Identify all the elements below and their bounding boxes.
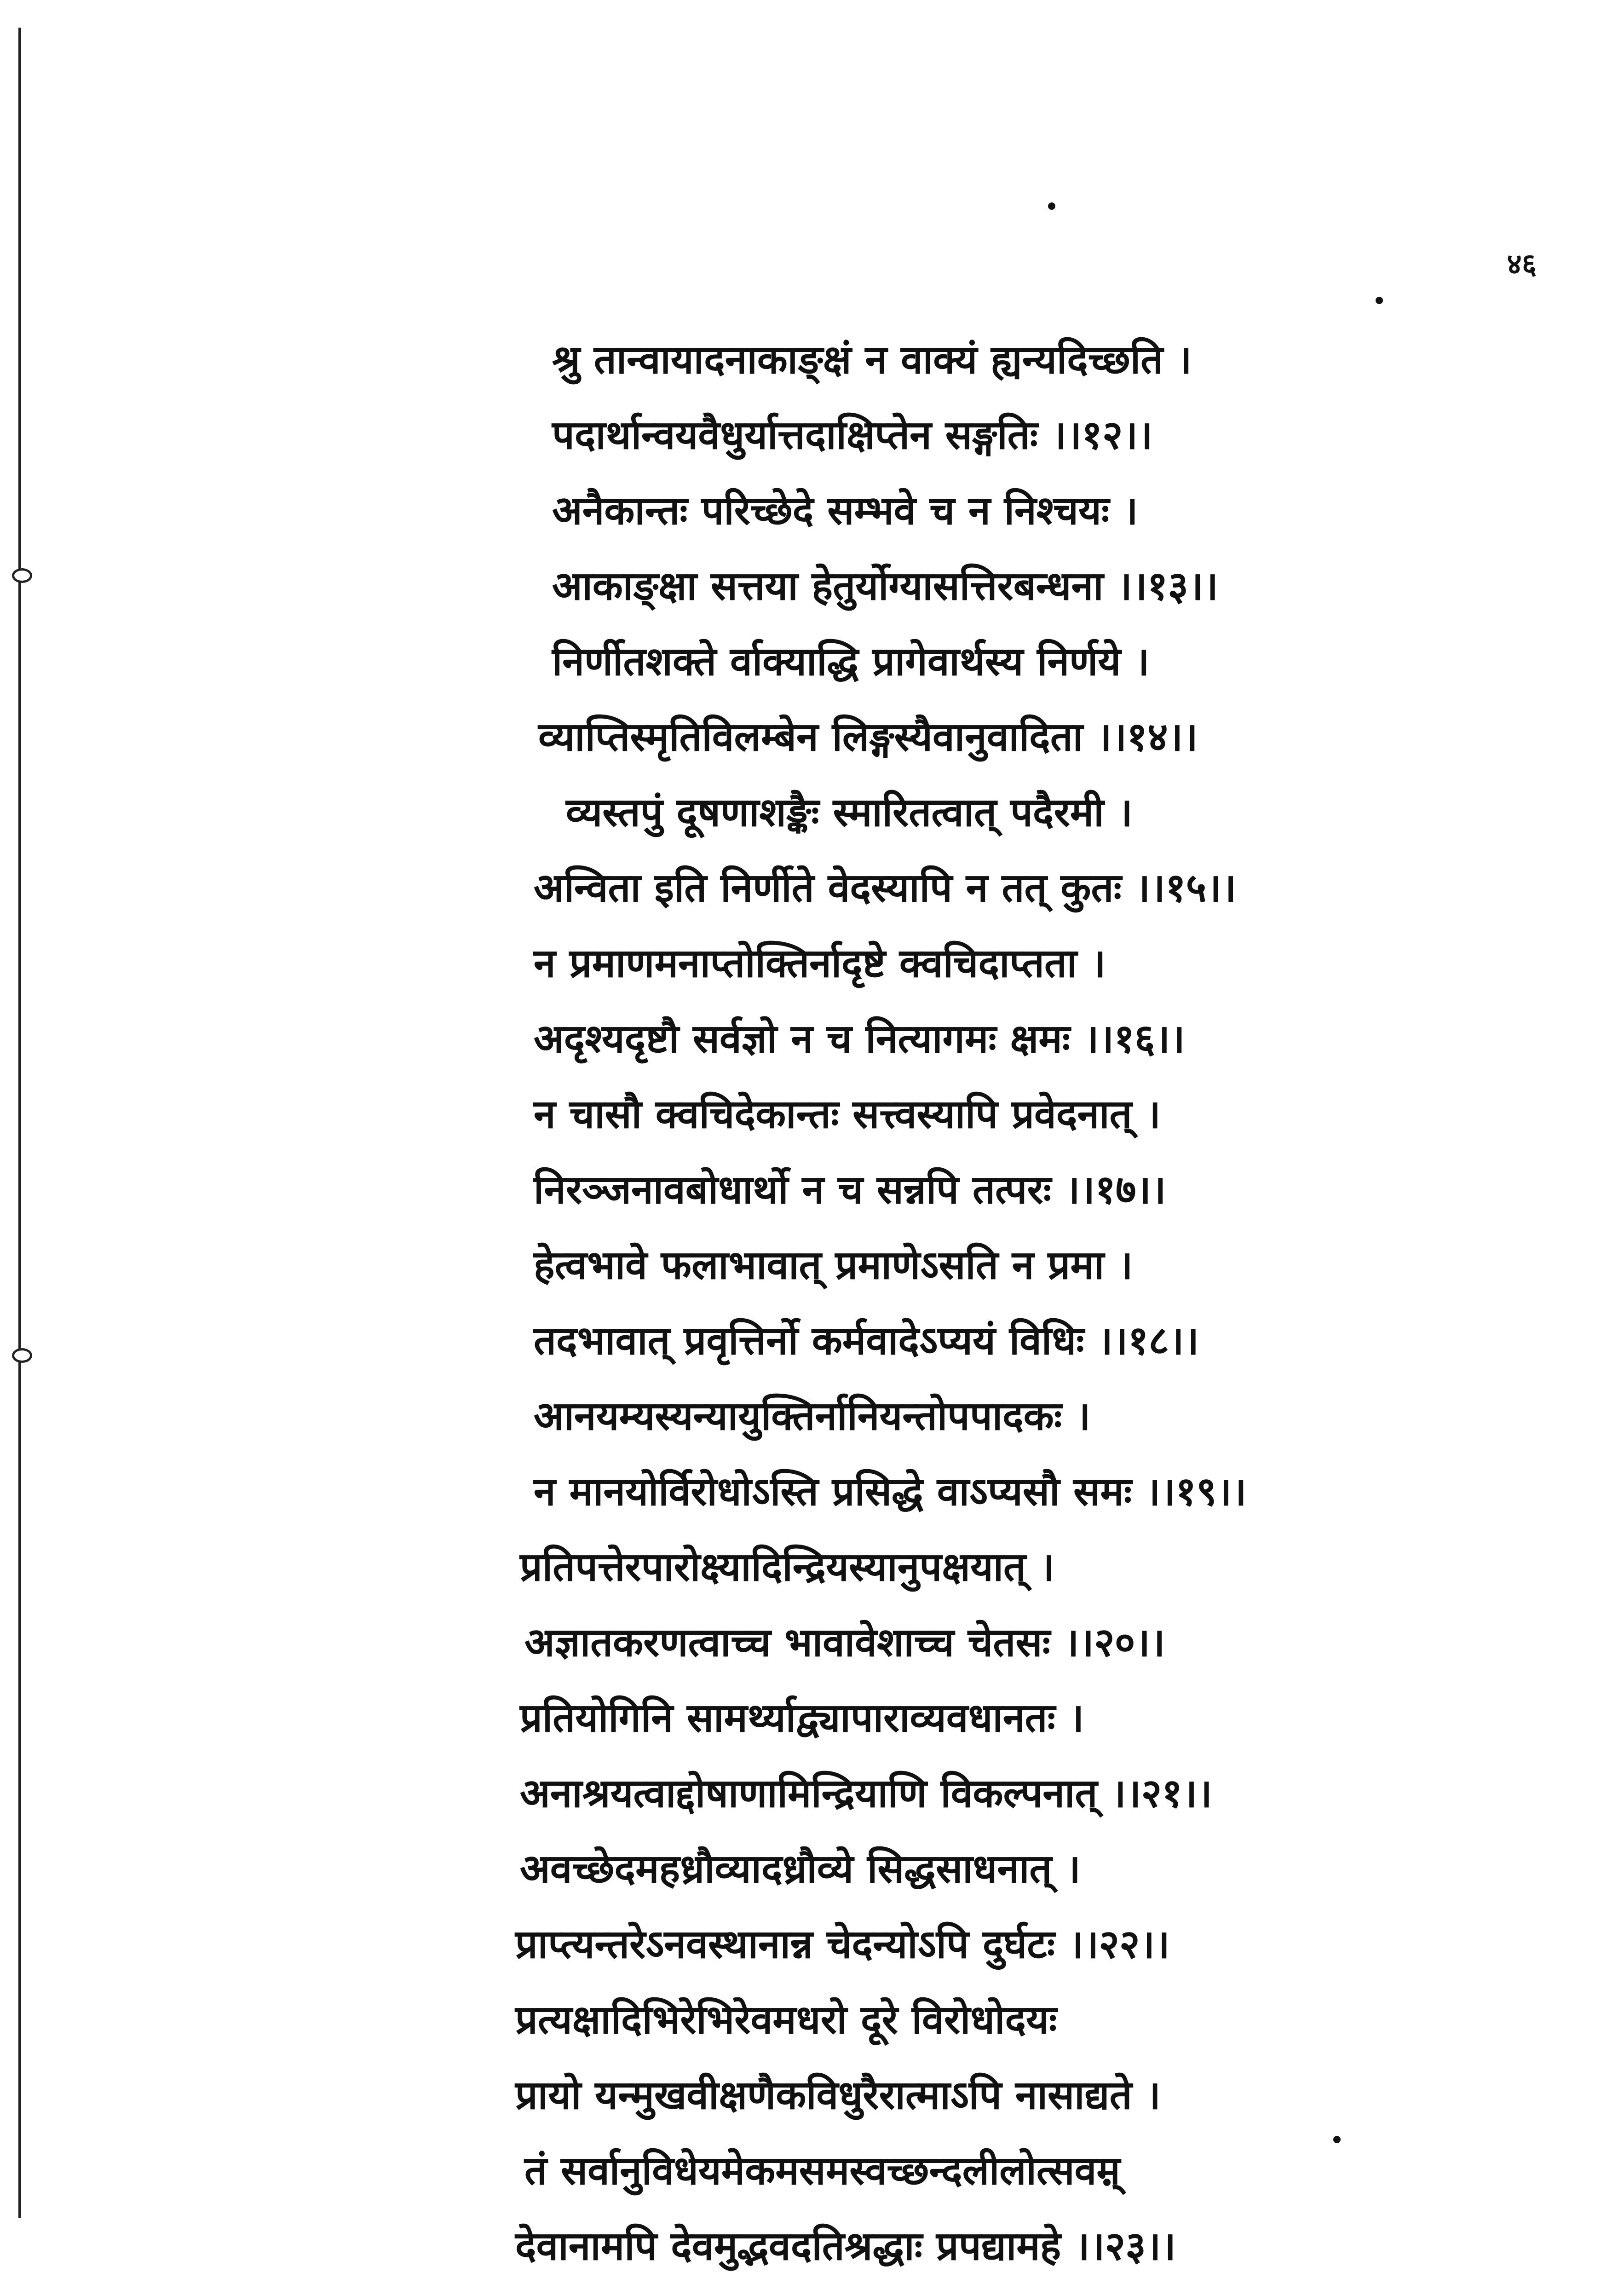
verse-line: व्यस्तपुं दूषणाशङ्कैः स्मारितत्वात् पदैरमी ।: [566, 789, 1133, 836]
verse-line: अनाश्रयत्वाद्दोषाणामिन्द्रियाणि विकल्पनात् ।।२१।।: [520, 1770, 1213, 1817]
verse-line: तं सर्वानुविधेयमेकमसमस्वच्छन्दलीलोत्सवम्: [524, 2147, 1120, 2194]
verse-line: निर्णीतशक्ते र्वाक्याद्धि प्रागेवार्थस्य निर्णये ।: [552, 638, 1150, 685]
verse-line: अवच्छेदमहध्रौव्यादध्रौव्ये सिद्धसाधनात् ।: [520, 1846, 1081, 1892]
verse-line: तदभावात् प्रवृत्तिर्नो कर्मवादेऽप्ययं विधिः ।।१८।।: [534, 1317, 1199, 1364]
verse-line: प्रत्यक्षादिभिरेभिरेवमधरो दूरे विरोधोदयः: [515, 1996, 1057, 2043]
verse-line: आनयम्यस्यन्यायुक्तिर्नानियन्तोपपादकः ।: [534, 1393, 1091, 1439]
binding-edge: [18, 28, 21, 2218]
verse-line: प्रायो यन्मुखवीक्षणैकविधुरैरात्माऽपि नासाद्यते ।: [515, 2072, 1161, 2118]
verse-line: प्राप्त्यन्तरेऽनवस्थानान्न चेदन्योऽपि दुर्घटः ।।२२।।: [515, 1921, 1170, 1967]
verse-line: आकाङ्क्षा सत्तया हेतुर्योग्यासत्तिरबन्धना ।।१३।।: [552, 563, 1219, 609]
verse-line: न प्रमाणमनाप्तोक्तिर्नादृष्टे क्वचिदाप्तता ।: [534, 940, 1106, 986]
ink-speck: [1376, 297, 1383, 304]
ink-speck: [1048, 202, 1055, 210]
verse-line: न मानयोर्विरोधोऽस्ति प्रसिद्धे वाऽप्यसौ समः ।।१९।।: [534, 1468, 1247, 1515]
verse-line: व्याप्तिस्मृतिविलम्बेन लिङ्गस्यैवानुवादिता ।।१४।।: [538, 714, 1198, 760]
verse-line: न चासौ क्वचिदेकान्तः सत्त्वस्यापि प्रवेदनात् ।: [534, 1091, 1161, 1137]
verse-line: देवानामपि देवमुद्भवदतिश्रद्धाः प्रपद्यामहे ।।२३।।: [515, 2223, 1176, 2269]
verse-line: निरञ्जनावबोधार्थो न च सन्नपि तत्परः ।।१७।।: [534, 1166, 1166, 1213]
page-number: ४६: [1507, 247, 1537, 281]
verse-line: अन्विता इति निर्णीते वेदस्यापि न तत् कुतः ।।१५।।: [534, 865, 1237, 911]
binding-knob-upper: [12, 568, 32, 583]
verse-text-block: [515, 322, 1435, 2284]
binding-knob-lower: [12, 1348, 32, 1363]
verse-line: अदृश्यदृष्टौ सर्वज्ञो न च नित्यागमः क्षमः ।।१६।।: [534, 1015, 1185, 1062]
verse-line: श्रु तान्वायादनाकाङ्क्षं न वाक्यं ह्यन्यदिच्छति ।: [552, 336, 1192, 383]
verse-line: अज्ञातकरणत्वाच्च भावावेशाच्च चेतसः ।।२०।।: [524, 1619, 1165, 1666]
verse-line: प्रतियोगिनि सामर्थ्याद्व्यापाराव्यवधानतः ।: [520, 1695, 1084, 1741]
verse-line: हेत्वभावे फलाभावात् प्रमाणेऽसति न प्रमा ।: [534, 1242, 1133, 1288]
verse-line: अनैकान्तः परिच्छेदे सम्भवे च न निश्चयः ।: [552, 487, 1138, 534]
verse-line: प्रतिपत्तेरपारोक्ष्यादिन्द्रियस्यानुपक्षयात् ।: [520, 1544, 1055, 1590]
verse-line: पदार्थान्वयवैधुर्यात्तदाक्षिप्तेन सङ्गतिः ।।१२।।: [552, 412, 1153, 458]
